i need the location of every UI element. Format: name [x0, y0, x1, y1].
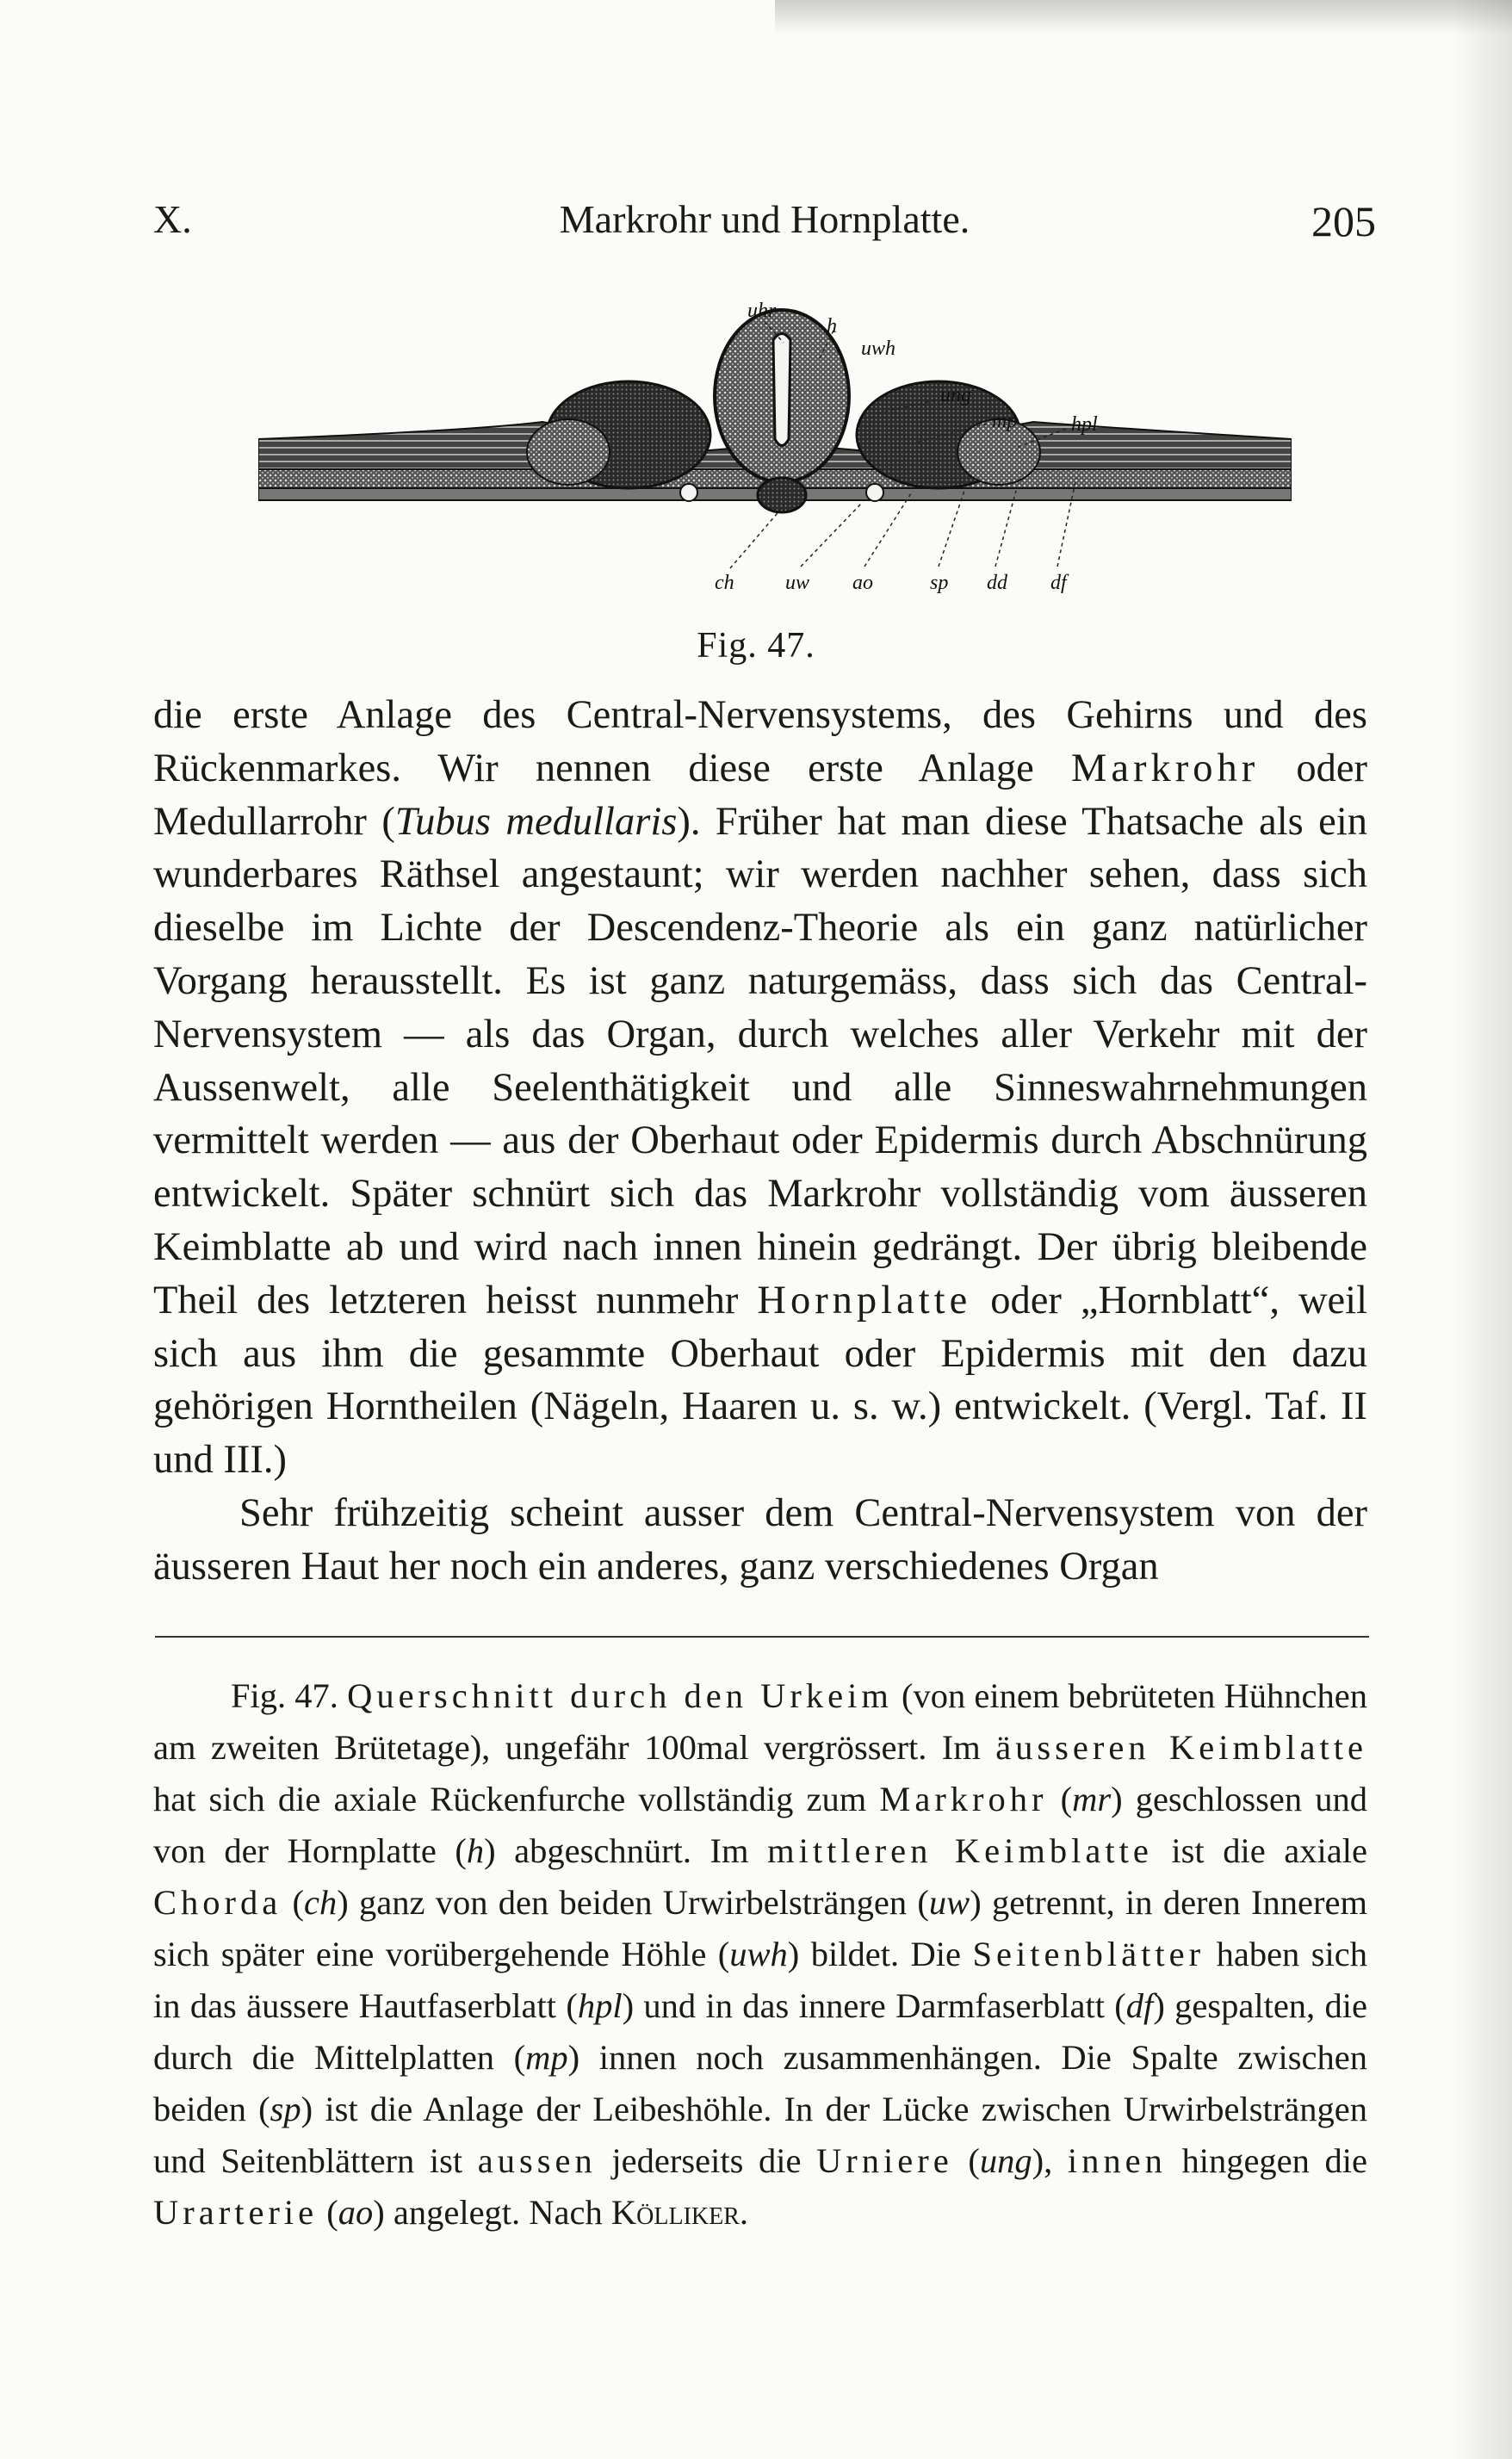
- figure-legend-text: Fig. 47. Querschnitt durch den Urkeim (von einem bebrüteten Hühnchen am zweiten Brütetage), ungefähr 100mal vergrössert. Im äusseren Keimblatte hat sich die axiale Rückenfurche vollständig zum Markrohr (mr) geschlossen und von der Hornplatte (h) abgeschnürt. Im mittleren Keimblatte ist die axiale Chorda (ch) ganz von den beiden Urwirbelsträngen (uw) getrennt, in deren Innerem sich später eine vorübergehende Höhle (uwh) bildet. Die Seitenblätter haben sich in das äussere Hautfaserblatt (hpl) und in das innere Darmfaserblatt (df) gespalten, die durch die Mittelplatten (mp) innen noch zusammenhängen. Die Spalte zwischen beiden (sp) ist die Anlage der Leibeshöhle. In der Lücke zwischen Urwirbelsträngen und Seitenblättern ist aussen jederseits die Urniere (ung), innen hingegen die Urarterie (ao) angelegt. Nach Kölliker.: [153, 1676, 1368, 2232]
- label-h: h: [827, 315, 837, 338]
- scan-shadow-edge: [1452, 0, 1512, 2459]
- term-tubus-medullaris: Tubus medullaris: [394, 799, 678, 844]
- body-text: [153, 689, 1367, 1594]
- embryo-cross-section-figure: [258, 293, 1292, 603]
- running-title: Markrohr und Hornplatte.: [559, 197, 970, 241]
- label-ung: ung: [940, 384, 971, 406]
- paragraph-2: Sehr frühzeitig scheint ausser dem Central-Nervensystem von der äusseren Haut her noch ein anderes, ganz verschiedenes Organ: [153, 1490, 1367, 1589]
- figure-caption: Fig. 47.: [697, 626, 815, 666]
- chapter-number: X.: [153, 197, 192, 241]
- figure-legend: [153, 1670, 1367, 2239]
- label-sp: sp: [930, 572, 949, 594]
- label-df: df: [1050, 572, 1067, 594]
- paragraph-1: die erste Anlage des Central-Nervensystems, des Gehirns und des Rückenmarkes. Wir nennen diese erste Anlage Markrohr oder Medullarrohr (Tubus medullaris). Früher hat man diese Thatsache als ein wunderbares Räthsel angestaunt; wir werden nachher sehen, dass sich dieselbe im Lichte der Descendenz-Theorie als ein ganz natürlicher Vorgang herausstellt. Es ist ganz naturgemäss, dass sich das Central-Nervensystem — als das Organ, durch welches aller Verkehr mit der Aussenwelt, alle Seelenthätigkeit und alle Sinneswahrnehmungen vermittelt werden — aus der Oberhaut oder Epidermis durch Abschnürung entwickelt. Später schnürt sich das Markrohr vollständig vom äusseren Keimblatte ab und wird nach innen hinein gedrängt. Der übrig bleibende Theil des letzteren heisst nunmehr Hornplatte oder „Hornblatt“, weil sich aus ihm die gesammte Oberhaut oder Epidermis mit den dazu gehörigen Horntheilen (Nägeln, Haaren u. s. w.) entwickelt. (Vergl. Taf. II und III.): [153, 693, 1367, 1483]
- figure-illustration: [258, 293, 1292, 603]
- label-uhr: uhr: [747, 300, 777, 322]
- label-uw: uw: [785, 572, 810, 594]
- term-hornplatte: Hornplatte: [757, 1278, 972, 1322]
- label-hpl: hpl: [1071, 413, 1098, 436]
- label-mp: mp: [992, 410, 1018, 432]
- label-ao: ao: [852, 572, 873, 594]
- term-markrohr: Markrohr: [1070, 746, 1260, 790]
- label-uwh: uwh: [861, 338, 896, 360]
- page-number: 205: [1311, 197, 1376, 245]
- footnote-divider: [155, 1636, 1369, 1638]
- label-dd: dd: [987, 572, 1007, 594]
- running-head: [153, 196, 1376, 248]
- scan-shadow-top: [775, 0, 1512, 34]
- label-ch: ch: [715, 572, 734, 594]
